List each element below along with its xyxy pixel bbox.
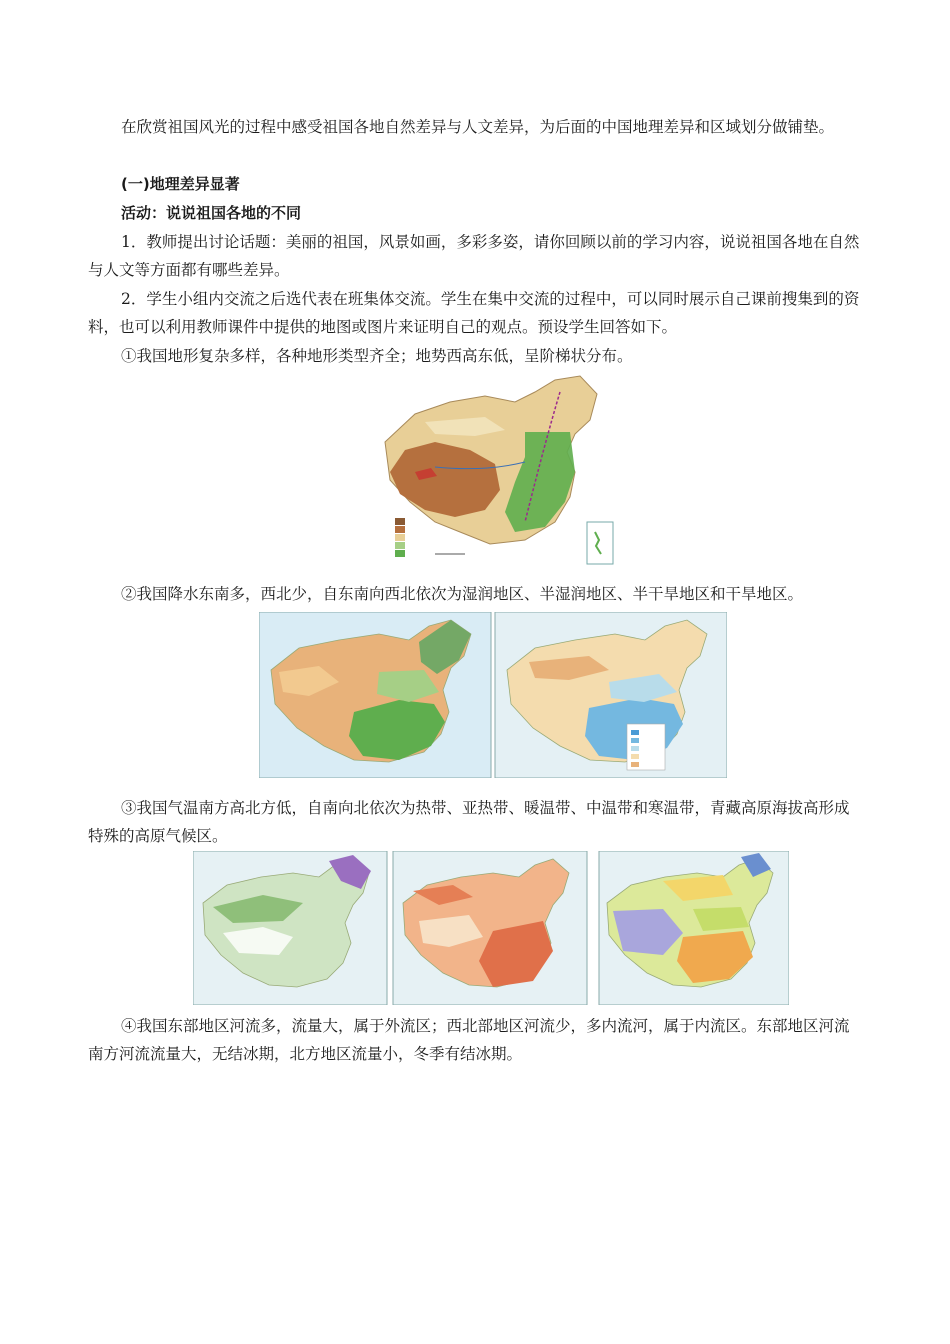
section-title: (一)地理差异显著 (121, 175, 240, 193)
terrain-map-figure (375, 372, 617, 568)
activity-title: 活动：说说祖国各地的不同 (121, 204, 302, 222)
temperature-maps-figure (193, 851, 789, 1005)
point-1-paragraph: ①我国地形复杂多样，各种地形类型齐全；地势西高东低，呈阶梯状分布。 (121, 347, 633, 365)
point-3-paragraph: ③我国气温南方高北方低，自南向北依次为热带、亚热带、暖温带、中温带和寒温带，青藏高原海拔高形成特殊的高原气候区。 (88, 799, 850, 845)
step-1-paragraph: 1．教师提出讨论话题：美丽的祖国，风景如画，多彩多姿，请你回顾以前的学习内容，说说祖国各地在自然与人文等方面都有哪些差异。 (88, 233, 860, 279)
precipitation-maps-figure (259, 612, 727, 778)
intro-paragraph: 在欣赏祖国风光的过程中感受祖国各地自然差异与人文差异，为后面的中国地理差异和区域划分做铺垫。 (121, 118, 835, 136)
point-2-paragraph: ②我国降水东南多，西北少，自东南向西北依次为湿润地区、半湿润地区、半干旱地区和干旱地区。 (121, 585, 804, 603)
step-2-paragraph: 2．学生小组内交流之后选代表在班集体交流。学生在集中交流的过程中，可以同时展示自己课前搜集到的资料，也可以利用教师课件中提供的地图或图片来证明自己的观点。预设学生回答如下。 (88, 290, 860, 336)
point-4-paragraph: ④我国东部地区河流多，流量大，属于外流区；西北部地区河流少，多内流河，属于内流区。东部地区河流南方河流流量大，无结冰期，北方地区流量小，冬季有结冰期。 (88, 1017, 850, 1063)
